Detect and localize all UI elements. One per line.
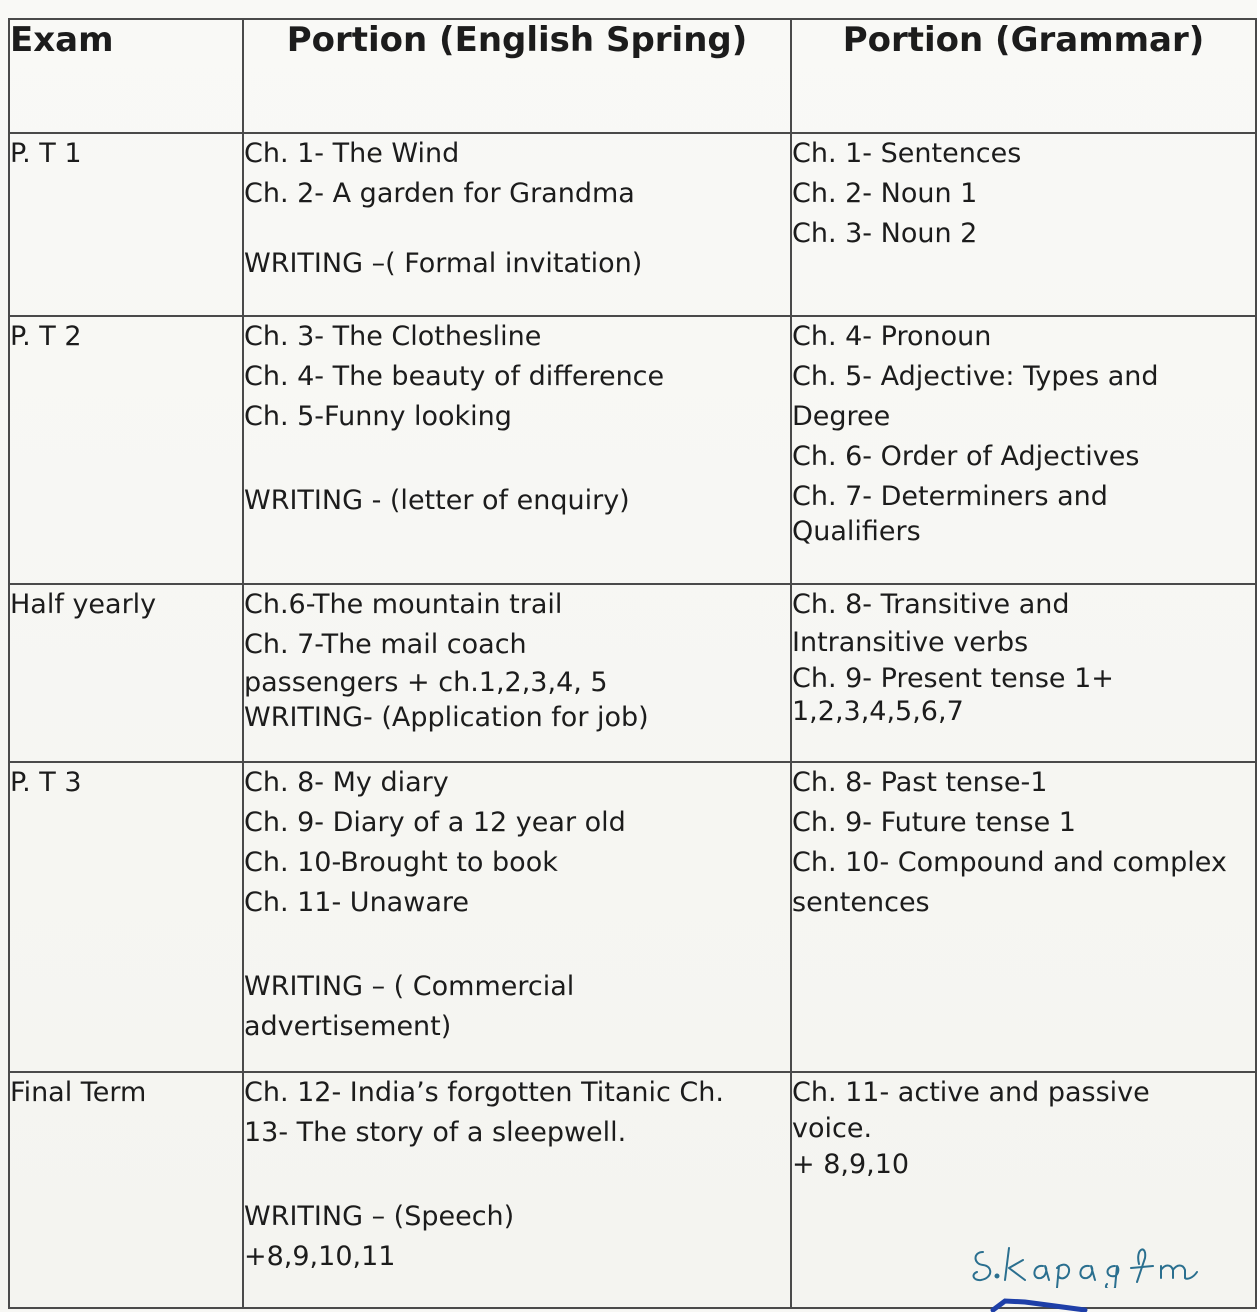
grammar-cell [791, 316, 1256, 584]
english-line: Ch. 11- Unaware [244, 887, 469, 918]
signature-image [969, 1238, 1199, 1288]
english-cell [243, 316, 791, 584]
grammar-line: Ch. 11- active and passive [792, 1077, 1150, 1108]
english-line: Ch. 9- Diary of a 12 year old [244, 807, 626, 838]
english-line: Ch. 10-Brought to book [244, 847, 558, 878]
grammar-line: Ch. 4- Pronoun [792, 321, 992, 352]
exam-cell: P. T 1 [9, 133, 243, 316]
portion-table [8, 18, 1257, 1309]
header-grammar: Portion (Grammar) [791, 19, 1256, 133]
grammar-line: Intransitive verbs [792, 627, 1029, 658]
grammar-cell [791, 133, 1256, 316]
writing-line: WRITING- (Application for job) [244, 702, 649, 733]
grammar-line: Ch. 9- Future tense 1 [792, 807, 1076, 838]
grammar-line: Ch. 7- Determiners and [792, 481, 1108, 512]
english-line: Ch.6-The mountain trail [244, 589, 563, 620]
grammar-cell [791, 584, 1256, 762]
grammar-line: Ch. 1- Sentences [792, 138, 1022, 169]
grammar-line: + 8,9,10 [792, 1149, 910, 1180]
english-cell [243, 584, 791, 762]
grammar-line: Ch. 5- Adjective: Types and [792, 361, 1159, 392]
grammar-line: Ch. 9- Present tense 1+ [792, 663, 1114, 694]
exam-cell: P. T 3 [9, 762, 243, 1072]
table-row [9, 133, 1256, 316]
english-line: Ch. 3- The Clothesline [244, 321, 542, 352]
grammar-line: sentences [792, 887, 930, 918]
header-english: Portion (English Spring) [243, 19, 791, 133]
english-line: passengers + ch.1,2,3,4, 5 [244, 667, 608, 698]
table-row [9, 316, 1256, 584]
grammar-line: Ch. 6- Order of Adjectives [792, 441, 1140, 472]
english-cell [243, 762, 791, 1072]
writing-line: WRITING - (letter of enquiry) [244, 485, 630, 516]
english-line: Ch. 1- The Wind [244, 138, 460, 169]
writing-line: WRITING – ( Commercial [244, 971, 575, 1002]
grammar-line: Ch. 8- Transitive and [792, 589, 1070, 620]
english-cell [243, 1072, 791, 1308]
table-row [9, 584, 1256, 762]
english-line: Ch. 4- The beauty of difference [244, 361, 665, 392]
english-line: Ch. 2- A garden for Grandma [244, 178, 635, 209]
english-line: Ch. 8- My diary [244, 767, 449, 798]
writing-line: advertisement) [244, 1011, 452, 1042]
writing-line: WRITING –( Formal invitation) [244, 248, 643, 279]
grammar-line: Ch. 8- Past tense-1 [792, 767, 1048, 798]
grammar-cell [791, 762, 1256, 1072]
grammar-line: Ch. 2- Noun 1 [792, 178, 978, 209]
english-line: +8,9,10,11 [244, 1241, 396, 1272]
english-cell [243, 133, 791, 316]
grammar-line: Ch. 10- Compound and complex [792, 847, 1227, 878]
exam-cell: Half yearly [9, 584, 243, 762]
grammar-line: Ch. 3- Noun 2 [792, 218, 978, 249]
english-line: Ch. 7-The mail coach [244, 629, 527, 660]
english-line: Ch. 12- India’s forgotten Titanic Ch. [244, 1077, 724, 1108]
table-row [9, 762, 1256, 1072]
grammar-line: Qualifiers [792, 516, 921, 547]
writing-line: WRITING – (Speech) [244, 1201, 515, 1232]
exam-cell: P. T 2 [9, 316, 243, 584]
exam-cell: Final Term [9, 1072, 243, 1308]
grammar-line: Degree [792, 401, 891, 432]
header-exam: Exam [9, 19, 243, 133]
header-row [9, 19, 1256, 133]
english-line: 13- The story of a sleepwell. [244, 1117, 627, 1148]
grammar-line: voice. [792, 1113, 873, 1144]
english-line: Ch. 5-Funny looking [244, 401, 512, 432]
grammar-line: 1,2,3,4,5,6,7 [792, 696, 964, 727]
